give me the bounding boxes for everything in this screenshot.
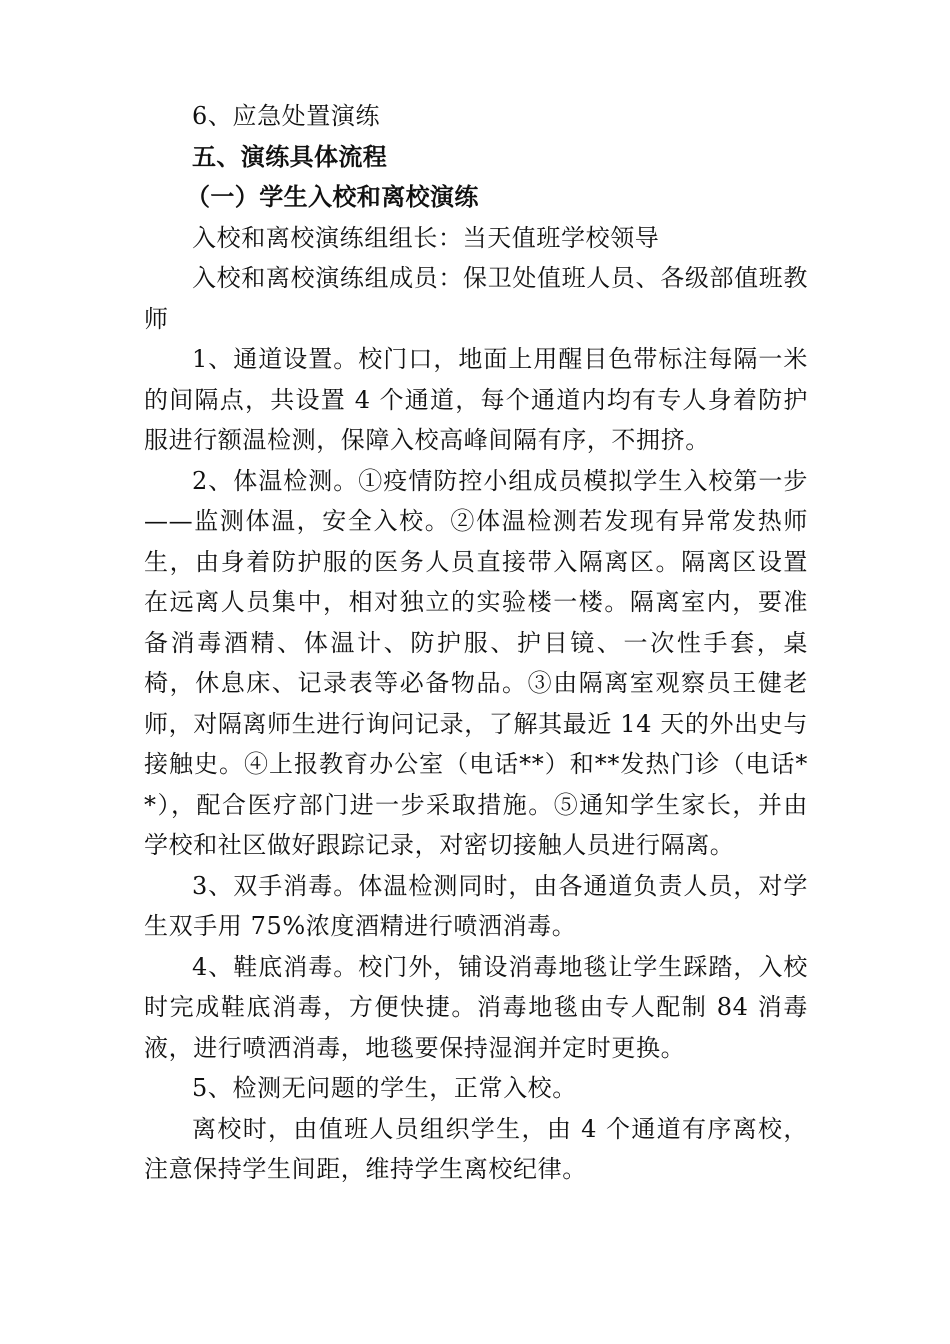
list-item-emergency-drill: 6、应急处置演练 [192,102,381,130]
paragraph-step-normal-entry: 5、检测无问题的学生，正常入校。 [192,1074,577,1102]
paragraph-step-temperature-check: 2、体温检测。①疫情防控小组成员模拟学生入校第一步——监测体温，安全入校。②体温检测若发现有异常发热师生，由身着防护服的医务人员直接带入隔离区。隔离区设置在远离人员集中，相对独立的实验楼一楼。隔离室内，要准备消毒酒精、体温计、防护服、护目镜、一次性手套，桌椅，休息床、记录表等必备物品。③由隔离室观察员王健老师，对隔离师生进行询问记录，了解其最近 14 天的外出史与接触史。④上报教育办公室（电话**）和**发热门诊（电话**），配合医疗部门进一步采取措施。⑤通知学生家长，并由学校和社区做好跟踪记录，对密切接触人员进行隔离。 [144,466,808,859]
paragraph-leaving-school: 离校时，由值班人员组织学生，由 4 个通道有序离校，注意保持学生间距，维持学生离校纪律。 [144,1114,808,1183]
document-body [144,96,808,1190]
section-heading-drill-process: 五、演练具体流程 [192,142,388,171]
paragraph-group-leader: 入校和离校演练组组长：当天值班学校领导 [192,223,660,252]
subsection-heading-entry-exit-drill: （一）学生入校和离校演练 [186,183,479,211]
paragraph-group-members: 入校和离校演练组成员：保卫处值班人员、各级部值班教师 [144,264,808,333]
paragraph-step-shoe-disinfection: 4、鞋底消毒。校门外，铺设消毒地毯让学生踩踏，入校时完成鞋底消毒，方便快捷。消毒地毯由专人配制 84 消毒液，进行喷洒消毒，地毯要保持湿润并定时更换。 [144,952,808,1062]
paragraph-step-channel-setup: 1、通道设置。校门口，地面上用醒目色带标注每隔一米的间隔点，共设置 4 个通道，每个通道内均有专人身着防护服进行额温检测，保障入校高峰间隔有序，不拥挤。 [144,345,808,454]
paragraph-step-hand-disinfection: 3、双手消毒。体温检测同时，由各通道负责人员，对学生双手用 75%浓度酒精进行喷洒消毒。 [144,871,808,940]
